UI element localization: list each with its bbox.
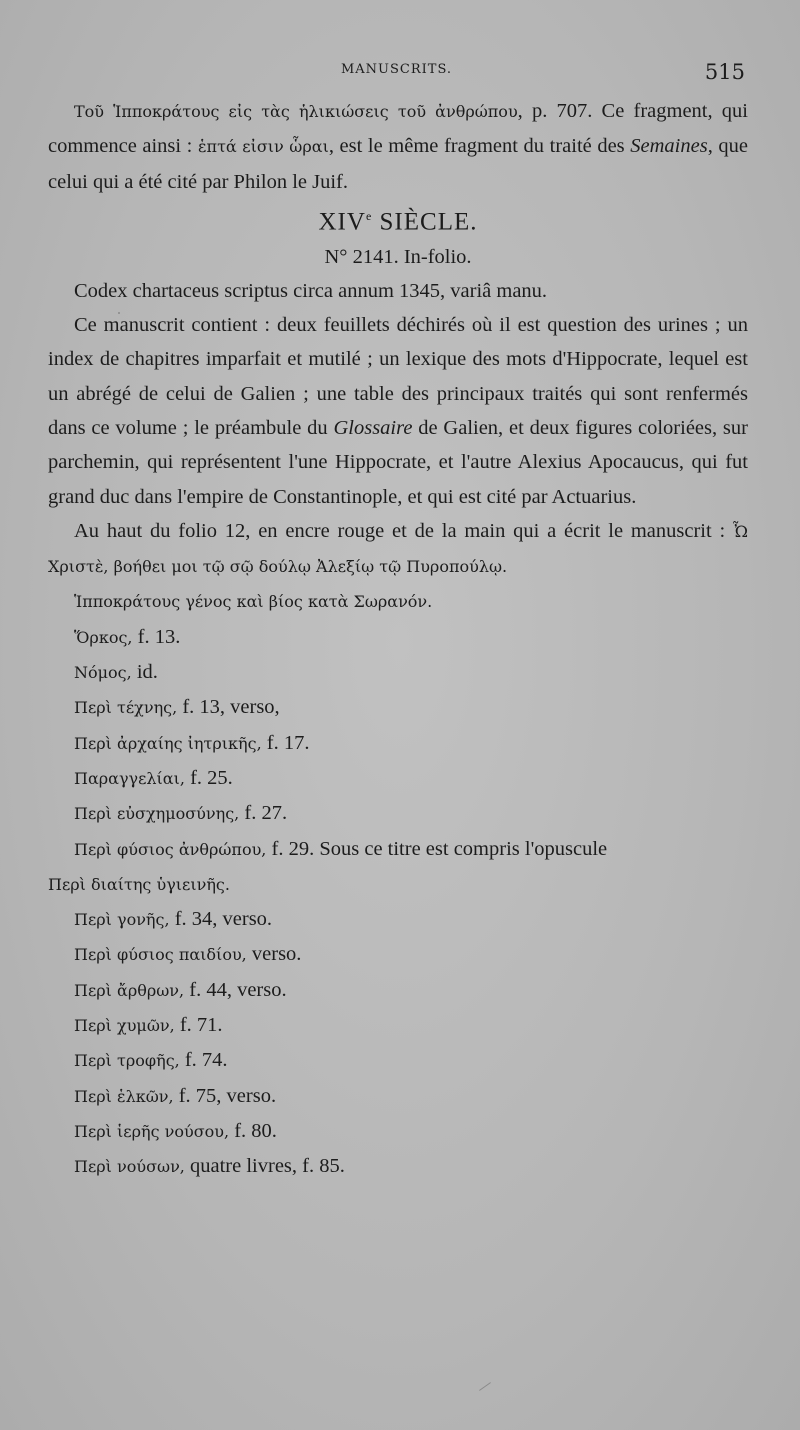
folio-reference: id. xyxy=(131,661,158,684)
century-word: SIÈCLE. xyxy=(379,208,478,236)
list-item xyxy=(48,1043,748,1078)
paper-speck xyxy=(479,1382,491,1391)
contents-paragraph xyxy=(48,308,748,514)
list-item xyxy=(48,937,748,972)
list-item xyxy=(48,690,748,725)
folio-reference: f. 29. Sous ce titre est compris l'opuscule xyxy=(266,837,608,860)
folio-reference: quatre livres, f. 85. xyxy=(184,1155,345,1178)
list-item xyxy=(48,584,748,619)
intro-text: , est le même fragment du traité des xyxy=(328,135,631,158)
folio-reference: f. 75, verso. xyxy=(173,1084,277,1107)
italic-title-semaines: Semaines xyxy=(630,135,708,158)
folio-reference: f. 80. xyxy=(229,1119,277,1142)
greek-title: Νόμος, xyxy=(74,663,132,683)
page-reference: , p. 707. Ce fragment, qui commence ainsi : xyxy=(48,100,748,158)
list-item xyxy=(48,1149,748,1184)
folio-reference: f. 25. xyxy=(184,766,233,789)
greek-title: Περὶ φύσιος παιδίου, xyxy=(74,945,247,965)
greek-title: Παραγγελίαι, xyxy=(74,768,185,788)
greek-title: Περὶ τροφῆς, xyxy=(74,1051,180,1071)
folio-reference: f. 17. xyxy=(261,731,310,754)
list-item xyxy=(48,1079,748,1114)
list-item xyxy=(48,620,748,655)
paper-speck xyxy=(118,312,120,314)
folio-reference: f. 34, verso. xyxy=(169,908,273,931)
list-item xyxy=(48,761,748,796)
folio-reference: verso. xyxy=(246,943,302,966)
list-item xyxy=(48,832,748,867)
greek-title: Περὶ εὐσχημοσύνης, xyxy=(74,804,240,824)
greek-title: Περὶ τέχνης, xyxy=(74,698,178,718)
greek-title: Περὶ γονῆς, xyxy=(74,910,170,930)
page-number: 515 xyxy=(704,60,745,84)
folio-reference: f. 27. xyxy=(239,802,288,825)
greek-title: Περὶ νούσων, xyxy=(74,1157,185,1177)
list-item xyxy=(48,796,748,831)
list-item xyxy=(48,1008,748,1043)
list-item xyxy=(48,655,748,690)
running-title: MANUSCRITS. xyxy=(340,62,453,77)
folio-reference: f. 71. xyxy=(174,1014,223,1037)
contents-text: Ce manuscrit contient : deux feuillets déchirés où il est question des urines ; un index de chapitres imparfait et mutilé ; un lexique des mots d'Hippocrate, lequel est un abrégé de celui de Galien ; une table des principaux traités qui sont renfermés dans ce volume ; le préambule du xyxy=(48,314,748,439)
list-item xyxy=(48,867,748,902)
running-head xyxy=(48,60,745,86)
italic-title-glossaire: Glossaire xyxy=(333,417,413,439)
greek-title: Περὶ ἱερῆς νούσου, xyxy=(74,1121,230,1141)
greek-title: Περὶ ἄρθρων, xyxy=(74,980,185,1000)
treatise-list xyxy=(48,584,748,1184)
list-item xyxy=(48,1114,748,1149)
list-item xyxy=(48,973,748,1008)
greek-title: Περὶ χυμῶν, xyxy=(74,1016,175,1036)
intro-paragraph xyxy=(48,94,748,199)
folio-note-text: Au haut du folio 12, en encre rouge et de la main qui a écrit le manuscrit : xyxy=(74,519,733,542)
list-item xyxy=(48,902,748,937)
body-text xyxy=(48,94,748,1185)
contents-text-end: de Galien, et deux figures coloriées, sur parchemin, qui représentent l'une Hippocrate, et l'autre Alexius Apocaucus, qui fut grand duc dans l'empire de Constantinople, et qui est cité par Actuarius. xyxy=(48,417,748,508)
folio-reference: f. 13, verso, xyxy=(177,696,280,719)
codex-line: Codex chartaceus scriptus circa annum 1345, variâ manu. xyxy=(74,279,548,302)
greek-title: Ὅρκος, xyxy=(74,627,133,647)
folio-reference: f. 44, verso. xyxy=(184,978,287,1001)
greek-treatise-title: Τοῦ Ἱπποκράτους εἰς τὰς ἡλικιώσεις τοῦ ἀνθρώπου xyxy=(74,102,518,121)
century-number: XIV xyxy=(318,208,366,236)
greek-title: Περὶ ἑλκῶν, xyxy=(74,1086,174,1106)
century-superscript: e xyxy=(365,208,373,223)
greek-title: Περὶ διαίτης ὑγιεινῆς. xyxy=(48,874,230,894)
greek-title: Περὶ ἀρχαίης ἰητρικῆς, xyxy=(74,733,262,753)
century-heading xyxy=(48,199,748,240)
list-item xyxy=(48,726,748,761)
manuscript-number: N° 2141. In-folio. xyxy=(324,245,472,268)
greek-incipit: ἑπτά εἰσιν ὧραι xyxy=(197,137,329,157)
intro-text-end: , que celui qui a été cité par Philon le Juif. xyxy=(48,135,748,193)
folio-note-paragraph xyxy=(48,514,748,585)
folio-reference: f. 13. xyxy=(132,625,181,648)
greek-title: Ἱπποκράτους γένος καὶ βίος κατὰ Σωρανόν. xyxy=(74,592,433,612)
folio-reference: f. 74. xyxy=(179,1049,228,1072)
greek-prayer: Ὦ Χριστὲ, βοήθει μοι τῷ σῷ δούλῳ Ἀλεξίῳ τῷ Πυροπούλῳ. xyxy=(48,521,748,577)
greek-title: Περὶ φύσιος ἀνθρώπου, xyxy=(74,839,267,859)
